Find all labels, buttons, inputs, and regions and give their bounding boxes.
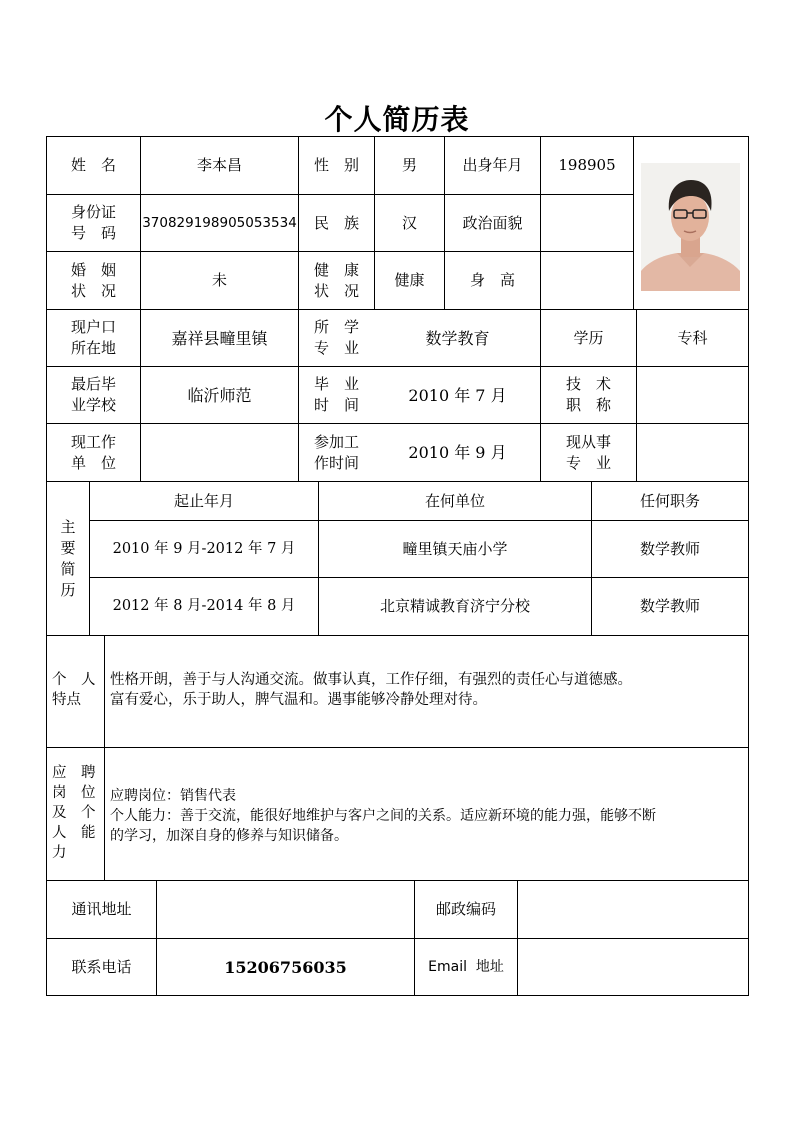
email-value [518,939,748,995]
history-side-char: 主 [60,517,76,536]
hukou-label [47,310,140,366]
divider [46,635,749,636]
major-label-line: 专 业 [313,339,359,357]
grad-time-value: 2010 年 7 月 [408,385,507,405]
school-value: 临沂师范 [187,385,252,405]
ability-line: 个人能力：善于交流，能很好地维护与客户之间的关系。适应新环境的能力强，能够不断 [110,808,656,824]
marital-label-line: 状 况 [70,281,116,300]
work-start-label [299,424,374,481]
id-label-line: 身份证 [70,203,116,221]
ability-line: 的学习，加深自身的修养与知识储备。 [110,828,348,844]
divider [633,136,634,309]
ability-label [52,763,102,863]
hukou-value: 嘉祥县疃里镇 [171,328,268,348]
history-period: 2010 年 9 月-2012 年 7 月 [112,540,296,557]
portrait-image [641,163,740,291]
address-label: 通讯地址 [71,900,132,918]
divider [46,747,749,748]
id-label [47,195,140,251]
school-label-line: 业学校 [70,396,116,414]
grad-label [299,367,374,423]
school-label [47,367,140,423]
history-position: 数学教师 [639,597,700,615]
name-label: 姓 名 [70,156,116,174]
grad-label-line: 毕 业 [313,375,359,393]
history-position: 数学教师 [639,539,700,558]
email-label: Email 地址 [428,958,504,975]
current-major-label-line: 专 业 [565,453,611,472]
profile-photo [641,163,740,291]
health-label [299,252,374,309]
degree-value: 专科 [677,328,708,347]
address-value [157,881,414,938]
history-period: 2012 年 8 月-2014 年 8 月 [112,598,296,614]
ability-label-line: 应 聘 [52,765,96,781]
current-major-label [541,424,636,481]
ethnic-label: 民 族 [313,213,359,232]
work-unit-label-line: 单 位 [70,453,116,472]
ethnic-value: 汉 [401,213,417,232]
hukou-label-line: 现户口 [70,318,116,336]
major-label [299,310,374,366]
ability-text [110,786,746,846]
tech-title-label [541,367,636,423]
gender-label: 性 别 [313,156,359,174]
tech-title-value [637,367,748,423]
grad-label-line: 时 间 [313,396,359,414]
marital-label [47,252,140,309]
marital-value: 未 [211,271,227,289]
ability-line: 应聘岗位：销售代表 [110,788,236,804]
ability-label-line: 及 个 [52,805,96,821]
ability-label-line: 力 [52,845,67,861]
health-value: 健康 [394,271,425,289]
work-unit-value [141,424,298,481]
work-unit-label [47,424,140,481]
traits-line: 性格开朗，善于与人沟通交流。做事认真，工作仔细，有强烈的责任心与道德感。 [110,672,632,688]
ability-label-line: 岗 位 [52,785,96,801]
history-header-period: 起止年月 [173,491,234,510]
history-side-char: 简 [60,559,76,578]
hukou-label-line: 所在地 [70,339,116,357]
traits-line: 富有爱心，乐于助人，脾气温和。遇事能够冷静处理对待。 [110,692,487,708]
height-value [541,252,633,309]
history-side-label [47,482,89,635]
health-label-line: 健 康 [313,260,359,279]
history-side-char: 要 [60,538,76,557]
phone-label: 联系电话 [71,957,132,976]
health-label-line: 状 况 [313,281,359,300]
page-title: 个人简历表 [324,103,470,136]
tech-title-label-line: 职 称 [565,396,611,414]
name-value: 李本昌 [196,156,242,174]
postcode-label: 邮政编码 [435,900,496,918]
major-value: 数学教育 [425,328,490,348]
postcode-value [518,881,748,938]
major-label-line: 所 学 [313,318,359,336]
id-number-value: 370829198905053534 [142,214,297,231]
work-start-value: 2010 年 9 月 [408,443,507,462]
work-start-label-line: 参加工 [313,432,359,451]
history-header-unit: 在何单位 [424,491,485,510]
work-unit-label-line: 现工作 [70,432,116,451]
id-label-line: 号 码 [70,224,116,242]
history-unit: 疃里镇天庙小学 [402,539,508,558]
traits-label-line: 特点 [52,692,81,708]
divider [104,635,105,880]
history-side-char: 历 [60,580,76,599]
political-value [541,195,633,251]
phone-value: 15206756035 [224,957,347,977]
traits-label-line: 个 人 [52,672,96,688]
traits-label [52,670,102,710]
height-label: 身 高 [469,271,515,289]
current-major-value [637,424,748,481]
degree-label: 学历 [573,328,604,347]
school-label-line: 最后毕 [70,375,116,393]
birth-label: 出身年月 [462,156,523,174]
gender-value: 男 [401,156,417,174]
traits-text [110,670,746,710]
history-header-position: 任何职务 [639,491,700,510]
history-unit: 北京精诚教育济宁分校 [379,597,530,615]
work-start-label-line: 作时间 [313,453,359,472]
ability-label-line: 人 能 [52,825,96,841]
tech-title-label-line: 技 术 [565,375,611,393]
current-major-label-line: 现从事 [565,432,611,451]
birth-value: 198905 [558,156,616,174]
marital-label-line: 婚 姻 [70,260,116,279]
political-label: 政治面貌 [462,213,523,232]
